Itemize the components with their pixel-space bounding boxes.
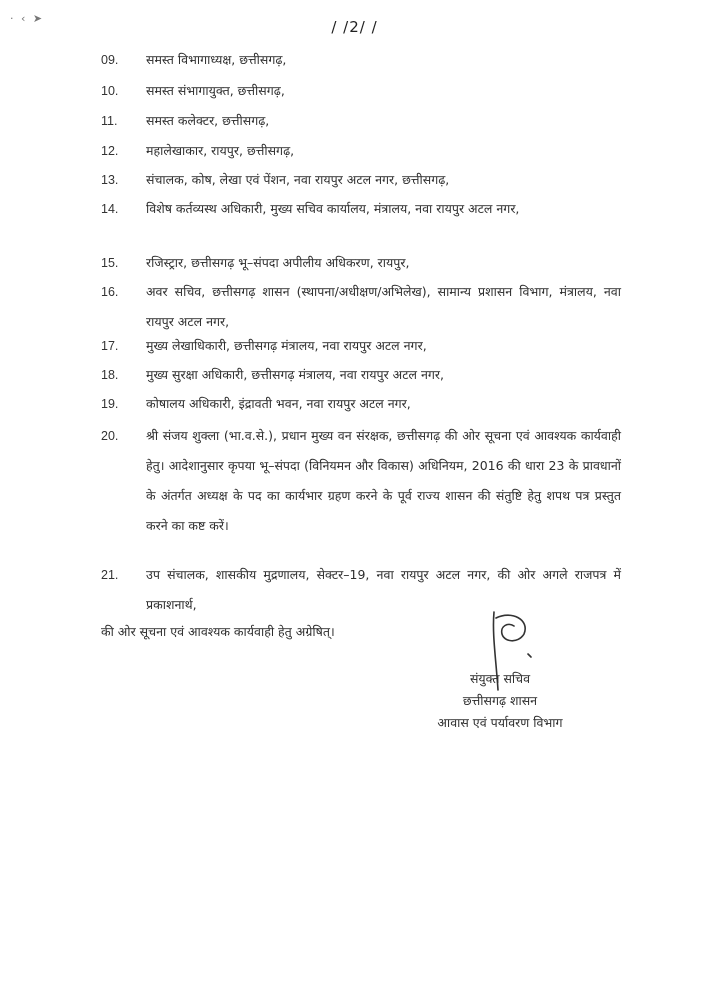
item-text: संचालक, कोष, लेखा एवं पेंशन, नवा रायपुर अटल नगर, छत्तीसगढ़, bbox=[146, 172, 450, 187]
item-number: 16. bbox=[101, 285, 119, 299]
item-number: 21. bbox=[101, 568, 119, 582]
item-number: 14. bbox=[101, 202, 119, 216]
item-number: 11. bbox=[101, 114, 118, 128]
item-number: 13. bbox=[101, 173, 119, 187]
item-text: मुख्य लेखाधिकारी, छत्तीसगढ़ मंत्रालय, नवा रायपुर अटल नगर, bbox=[146, 338, 427, 353]
item-text: विशेष कर्तव्यस्थ अधिकारी, मुख्य सचिव कार्यालय, मंत्रालय, नवा रायपुर अटल नगर, bbox=[146, 201, 520, 216]
signatory-designation: संयुक्त सचिव bbox=[469, 671, 531, 686]
item-text: उप संचालक, शासकीय मुद्रणालय, सेक्टर–19, नवा रायपुर अटल नगर, की ओर अगले राजपत्र में प्रकाशनार्थ, bbox=[146, 567, 621, 612]
item-text: समस्त कलेक्टर, छत्तीसगढ़, bbox=[146, 113, 270, 128]
item-text: अवर सचिव, छत्तीसगढ़ शासन (स्थापना/अधीक्षण/अभिलेख), सामान्य प्रशासन विभाग, मंत्रालय, नवा रायपुर अटल नगर, bbox=[146, 284, 621, 329]
item-number: 15. bbox=[101, 256, 119, 270]
item-number: 09. bbox=[101, 53, 119, 67]
item-number: 20. bbox=[101, 429, 119, 443]
item-text: रजिस्ट्रार, छत्तीसगढ़ भू–संपदा अपीलीय अधिकरण, रायपुर, bbox=[146, 255, 410, 270]
item-number: 19. bbox=[101, 397, 119, 411]
item-text: कोषालय अधिकारी, इंद्रावती भवन, नवा रायपुर अटल नगर, bbox=[146, 396, 411, 411]
scan-artifact: · ‹ ➤ bbox=[10, 12, 45, 25]
signatory-department: आवास एवं पर्यावरण विभाग bbox=[437, 715, 563, 730]
item-number: 18. bbox=[101, 368, 119, 382]
item-text: समस्त संभागायुक्त, छत्तीसगढ़, bbox=[146, 83, 285, 98]
item-number: 17. bbox=[101, 339, 119, 353]
item-number: 12. bbox=[101, 144, 119, 158]
item-text: मुख्य सुरक्षा अधिकारी, छत्तीसगढ़ मंत्रालय, नवा रायपुर अटल नगर, bbox=[146, 367, 445, 382]
item-text: महालेखाकार, रायपुर, छत्तीसगढ़, bbox=[146, 143, 295, 158]
signatory-government: छत्तीसगढ़ शासन bbox=[462, 693, 538, 708]
item-text: श्री संजय शुक्ला (भा.व.से.), प्रधान मुख्य वन संरक्षक, छत्तीसगढ़ की ओर सूचना एवं आवश्यक कार्यवाही हेतु। आदेशानुसार कृपया भू–संपदा (विनियमन और विकास) अधिनियम, 2016 की धारा 23 के प्रावधानों के अंतर्गत अध्यक्ष के पद का कार्यभार ग्रहण करने के पूर्व राज्य शासन की संतुष्टि हेतु शपथ पत्र प्रस्तुत करने का कष्ट करें। bbox=[146, 428, 621, 533]
item-text: समस्त विभागाध्यक्ष, छत्तीसगढ़, bbox=[146, 52, 287, 67]
closing-line: की ओर सूचना एवं आवश्यक कार्यवाही हेतु अग्रेषित्। bbox=[101, 624, 335, 639]
item-number: 10. bbox=[101, 84, 119, 98]
signatory-block bbox=[400, 668, 600, 734]
page-number: / /2/ / bbox=[331, 18, 378, 36]
